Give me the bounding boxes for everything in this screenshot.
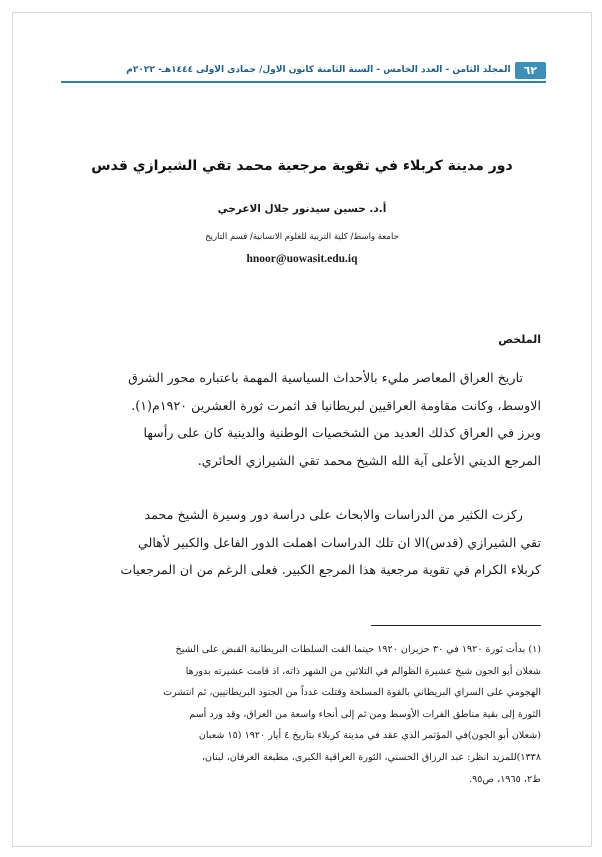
footnote-divider: [371, 625, 541, 626]
footnote-line: ١٣٣٨)للمزيد انظر: عبد الرزاق الحسني، الثورة العراقية الكبرى، مطبعة العرفان، لبنان،: [201, 751, 541, 763]
journal-page: [12, 12, 592, 847]
journal-header: [61, 59, 546, 83]
text-line: تقي الشيرازي (قدس)الا ان تلك الدراسات اهملت الدور الفاعل والكبير لأهالي: [137, 534, 541, 550]
text-line: كربلاء الكرام في تقوية مرجعية هذا المرجع الكبير. فعلى الرغم من ان المرجعيات: [120, 562, 541, 577]
footnote-line: (شعلان أبو الجون)في المؤتمر الذي عقد في مدينة كربلاء بتاريخ ٤ أيار ١٩٢٠ (١٥ شعبان: [198, 730, 541, 742]
author-email[interactable]: hnoor@uowasit.edu.iq: [246, 253, 358, 265]
text-line: المرجع الديني الأعلى آية الله الشيخ محمد تقي الشيرازي الحائري.: [197, 452, 541, 468]
page-number-badge: ٦٢: [515, 62, 546, 79]
text-line: ركزت الكثير من الدراسات والابحاث على دراسة دور وسيرة الشيخ محمد: [144, 507, 523, 522]
footnote-line: ط٢، ١٩٦٥، ص٩٥.: [469, 773, 541, 785]
text-line: وبرز في العراق كذلك العديد من الشخصيات الوطنية والدينية كان على رأسها: [143, 425, 541, 440]
text-line: الاوسط، وكانت مقاومة العراقيين لبريطانيا قد اثمرت ثورة العشرين ١٩٢٠م(١).: [131, 397, 541, 413]
author-name: أ.د. حسين سيدنور جلال الاعرجي: [217, 203, 387, 215]
footnote: [63, 639, 541, 790]
footnote-line: شعلان أبو الجون شيخ عشيرة الظوالم في التلاثين من الشهر ذاته، اذ قامت عشيرته بدورها: [185, 665, 541, 677]
article-title: دور مدينة كربلاء في تقوية مرجعية محمد تقي الشيرازي قدس: [91, 158, 513, 174]
text-line: تاريخ العراق المعاصر مليء بالأحداث السياسية المهمة باعتباره محور الشرق: [128, 370, 523, 385]
abstract-paragraph-1: [63, 364, 541, 474]
author-affiliation: جامعة واسط/ كلية التربية للعلوم الانسانية/ قسم التاريخ: [205, 232, 399, 242]
abstract-heading: الملخص: [498, 333, 541, 346]
abstract-paragraph-2: [63, 501, 541, 584]
footnote-line: الهجومي على السراي البريطاني بالقوة المسلحة وقتلت عدداً من الجنود البريطانيين، ثم انتشرت: [163, 687, 541, 699]
footnote-line: (١) بدأت ثورة ١٩٢٠ في ٣٠ حزيران ١٩٢٠ حينما القت السلطات البريطانية القبض على الشيخ: [175, 644, 541, 655]
footnote-line: الثورة إلى بقية مناطق الفرات الأوسط ومن ثم إلى أنحاء واسعة من العراق، وقد ورد أسم: [189, 708, 541, 720]
journal-issue-line: المجلد الثامن - العدد الخامس - السنة الثامنة كانون الاول/ جمادى الأولى ١٤٤٤هـ- ٢٠٢٢م: [126, 65, 511, 75]
